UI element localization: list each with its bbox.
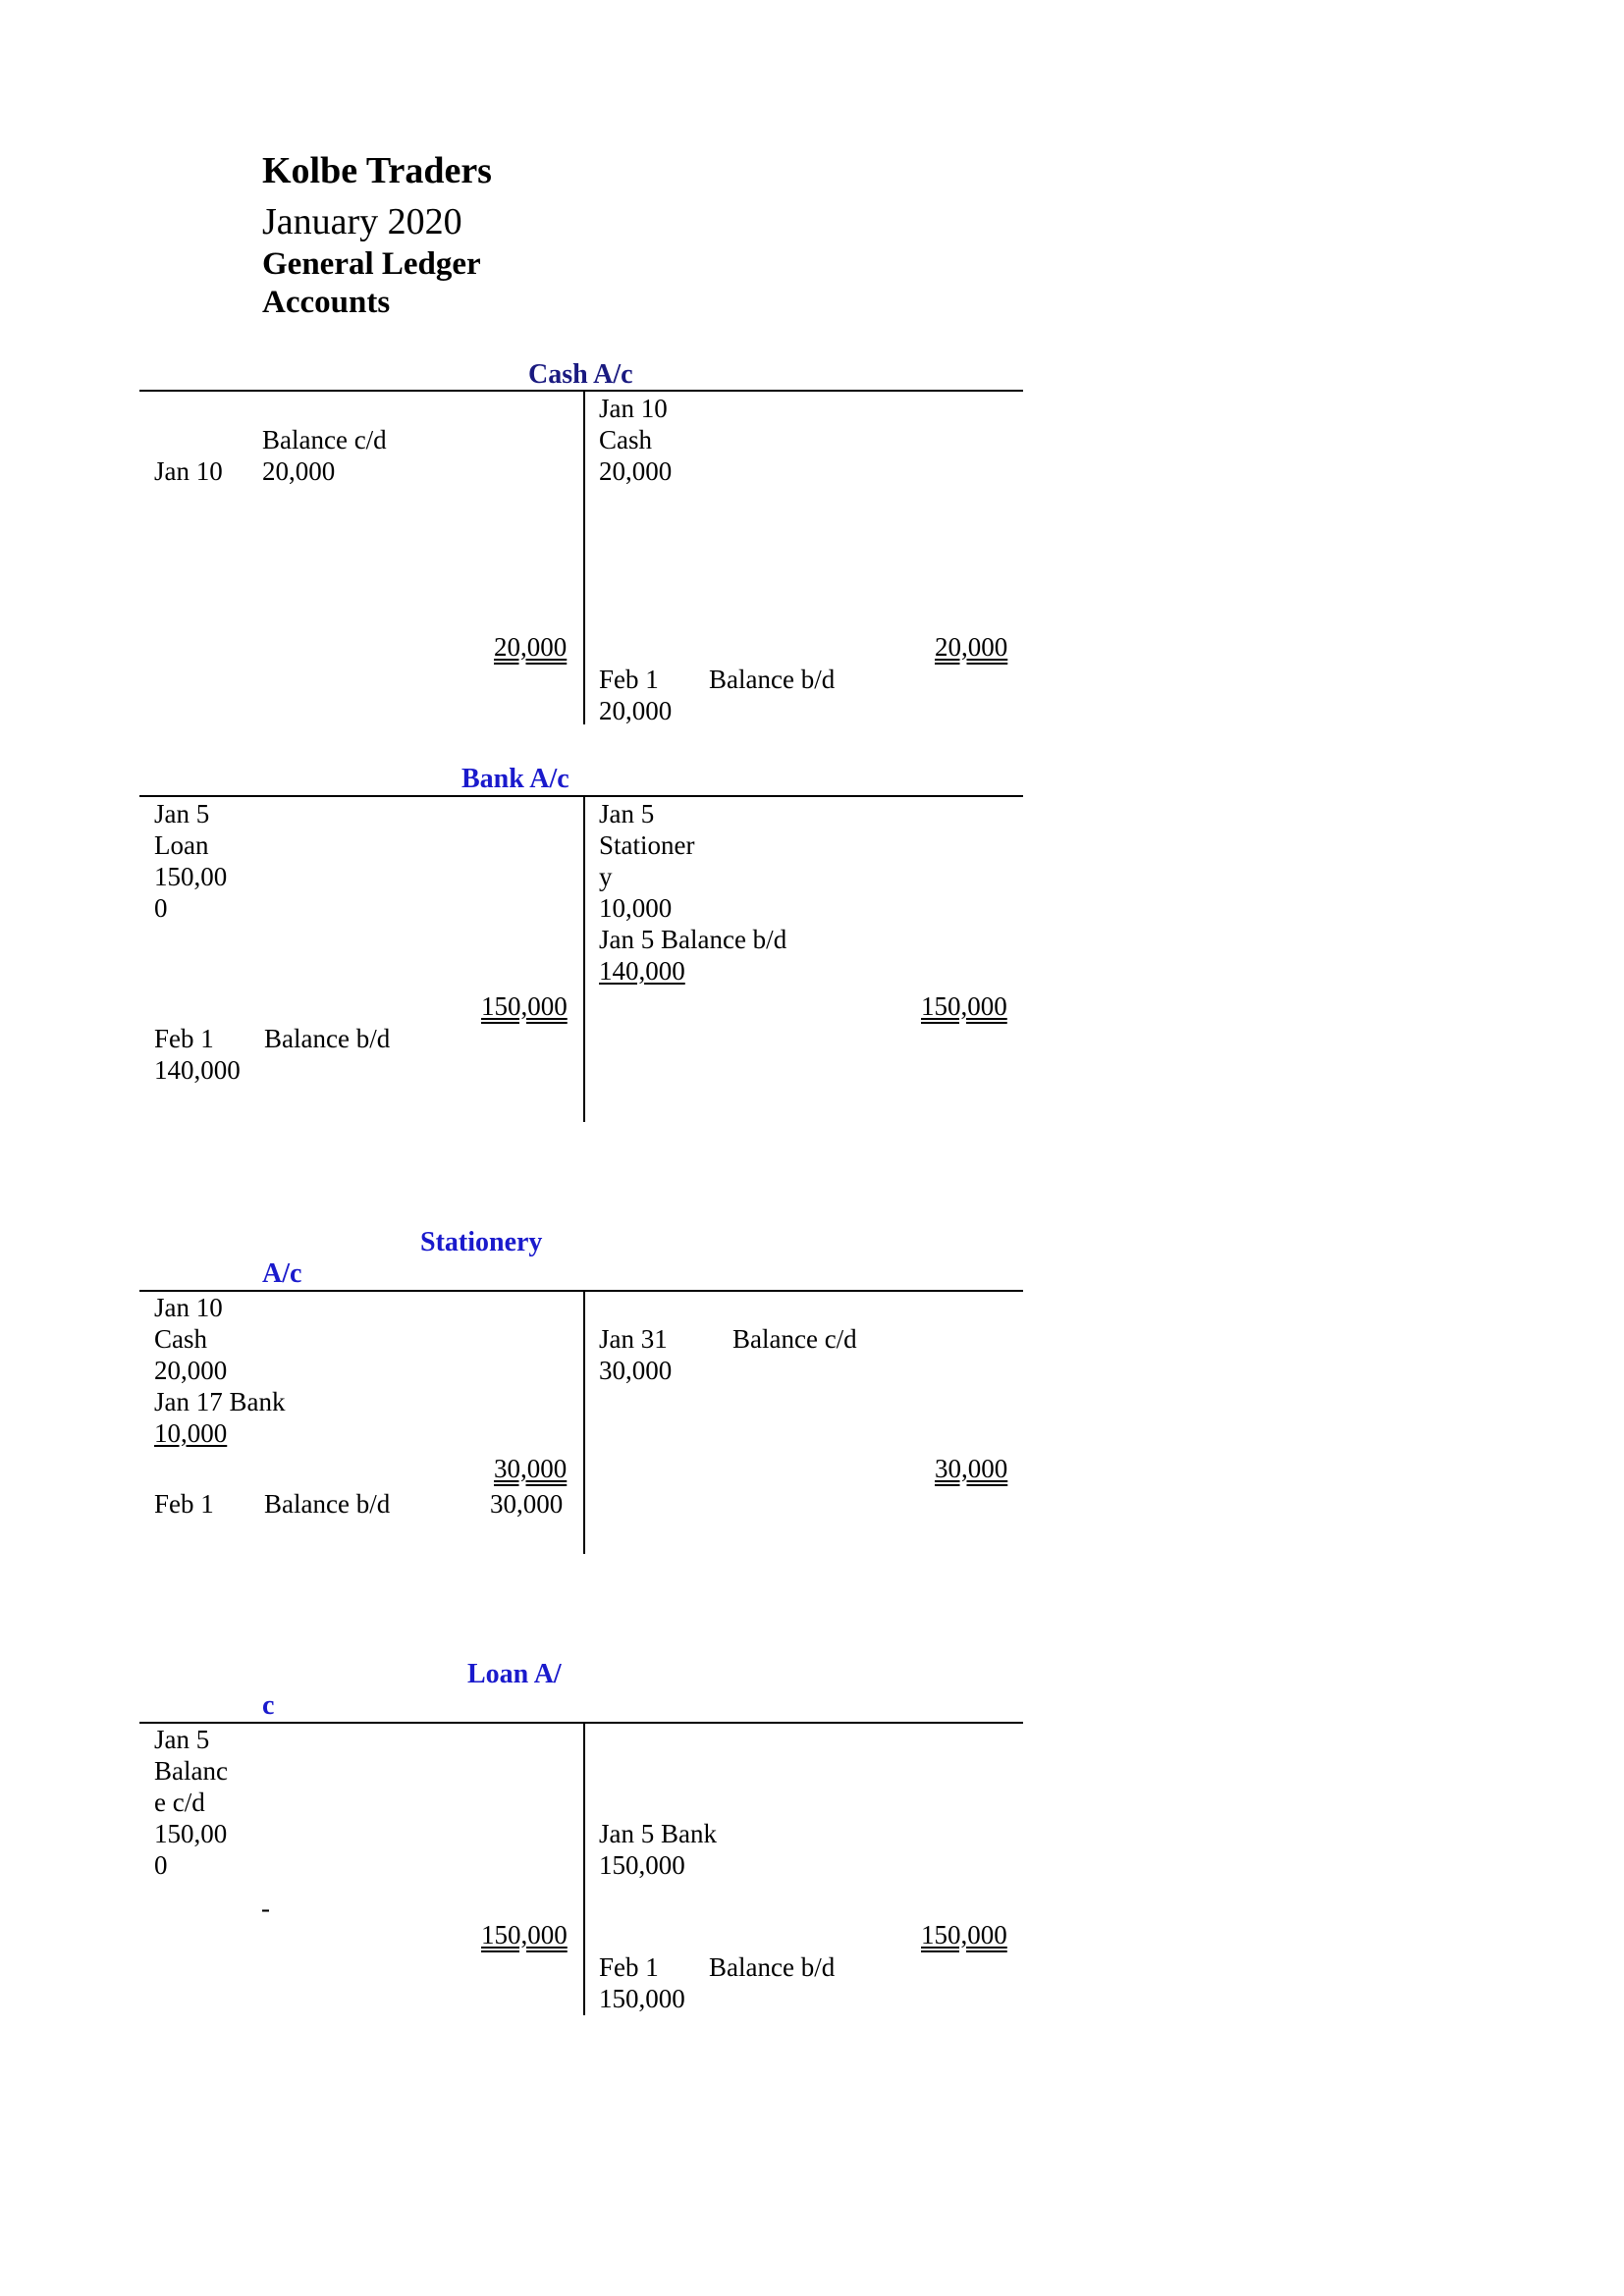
cash-cr-date: Jan 10 — [599, 394, 668, 423]
loan-dr-total: 150,000 — [481, 1920, 568, 1949]
cash-bd-amount: 20,000 — [599, 696, 673, 725]
bank-bd-date: Feb 1 — [154, 1024, 214, 1053]
cash-account-title: Cash A/c — [528, 359, 633, 390]
stationery-account-title: Stationery — [420, 1227, 543, 1257]
accounts-title: Accounts — [262, 285, 391, 320]
cash-cr-total: 20,000 — [935, 632, 1008, 662]
bank-cr-balance: Jan 5 Balance b/d — [599, 925, 787, 954]
bank-dr-amount-cont: 0 — [154, 893, 168, 923]
cash-bd-date: Feb 1 — [599, 665, 659, 694]
stationery-cr-amount: 30,000 — [599, 1356, 673, 1385]
loan-dr-particular-cont: e c/d — [154, 1788, 205, 1817]
bank-bd-amount: 140,000 — [154, 1055, 241, 1085]
cash-top-rule — [139, 390, 1023, 392]
cash-dr-amount: 20,000 — [262, 456, 336, 486]
loan-dr-amount-cont: 0 — [154, 1850, 168, 1880]
bank-top-rule — [139, 795, 1023, 797]
stationery-dr-total: 30,000 — [494, 1454, 568, 1483]
cash-dr-particular: Balance c/d — [262, 425, 387, 454]
bank-cr-balance-amount: 140,000 — [599, 956, 685, 986]
stationery-bd-amount: 30,000 — [490, 1489, 564, 1519]
loan-bd-amount: 150,000 — [599, 1984, 685, 2013]
loan-account-title: Loan A/ — [467, 1659, 562, 1689]
stationery-dr-line2: Jan 17 Bank — [154, 1387, 286, 1416]
stationery-account-title-cont: A/c — [262, 1258, 302, 1289]
stationery-dr-amount-2: 10,000 — [154, 1418, 228, 1448]
loan-bd-date: Feb 1 — [599, 1952, 659, 1982]
cash-dr-date: Jan 10 — [154, 456, 223, 486]
bank-account-title: Bank A/c — [461, 764, 569, 794]
bank-cr-total: 150,000 — [921, 991, 1007, 1021]
bank-dr-particular: Loan — [154, 830, 209, 860]
bank-center-rule — [583, 796, 585, 1122]
stationery-cr-total: 30,000 — [935, 1454, 1008, 1483]
company-name: Kolbe Traders — [262, 150, 492, 191]
loan-dr-amount: 150,00 — [154, 1819, 228, 1848]
cash-center-rule — [583, 391, 585, 724]
cash-bd-particular: Balance b/d — [709, 665, 836, 694]
loan-top-rule — [139, 1722, 1023, 1724]
stationery-center-rule — [583, 1291, 585, 1554]
loan-dr-date: Jan 5 — [154, 1725, 210, 1754]
bank-cr-particular: Stationer — [599, 830, 695, 860]
stationery-top-rule — [139, 1290, 1023, 1292]
loan-dr-particular: Balanc — [154, 1756, 228, 1786]
cash-cr-amount: 20,000 — [599, 456, 673, 486]
loan-cr-line: Jan 5 Bank — [599, 1819, 717, 1848]
stationery-bd-particular: Balance b/d — [264, 1489, 391, 1519]
period-title: January 2020 — [262, 201, 462, 242]
bank-cr-amount: 10,000 — [599, 893, 673, 923]
stationery-dr-date: Jan 10 — [154, 1293, 223, 1322]
loan-account-title-cont: c — [262, 1690, 275, 1721]
loan-dash: - — [261, 1894, 270, 1923]
bank-dr-total: 150,000 — [481, 991, 568, 1021]
loan-cr-total: 150,000 — [921, 1920, 1007, 1949]
stationery-dr-particular: Cash — [154, 1324, 207, 1354]
stationery-cr-particular: Balance c/d — [732, 1324, 857, 1354]
loan-bd-particular: Balance b/d — [709, 1952, 836, 1982]
stationery-cr-date: Jan 31 — [599, 1324, 668, 1354]
loan-center-rule — [583, 1723, 585, 2015]
ledger-title: General Ledger — [262, 246, 481, 282]
loan-cr-amount: 150,000 — [599, 1850, 685, 1880]
bank-bd-particular: Balance b/d — [264, 1024, 391, 1053]
stationery-bd-date: Feb 1 — [154, 1489, 214, 1519]
bank-dr-date: Jan 5 — [154, 799, 210, 828]
cash-cr-particular: Cash — [599, 425, 652, 454]
bank-cr-particular-cont: y — [599, 862, 613, 891]
bank-cr-date: Jan 5 — [599, 799, 655, 828]
stationery-dr-amount: 20,000 — [154, 1356, 228, 1385]
cash-dr-total: 20,000 — [494, 632, 568, 662]
bank-dr-amount: 150,00 — [154, 862, 228, 891]
